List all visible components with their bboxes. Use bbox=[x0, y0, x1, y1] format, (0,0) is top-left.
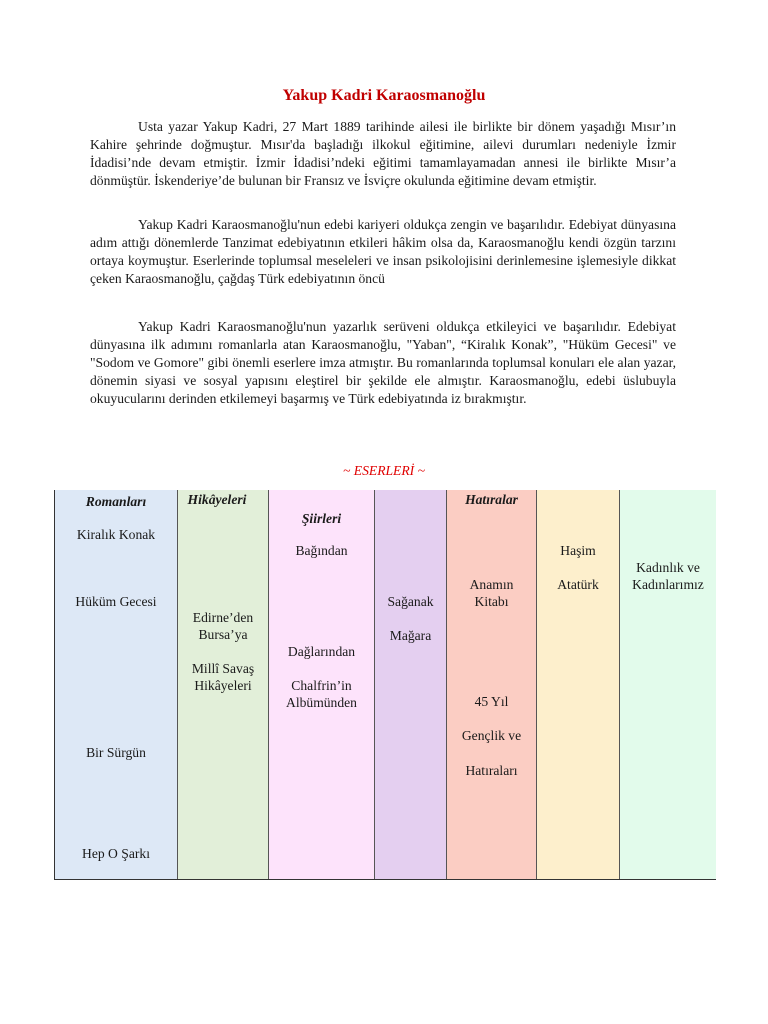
column-7 bbox=[620, 490, 716, 879]
work-item: Hatıraları bbox=[465, 763, 518, 778]
column-6 bbox=[537, 490, 620, 879]
paragraph-career: Yakup Kadri Karaosmanoğlu'nun edebi kariyeri oldukça zengin ve başarılıdır. Edebiyat dünyasına adım attığı dönemlerde Tanzimat edebiyatının etkileri hâkim olsa da, Karaosmanoğlu kendi özgün tarzını ortaya koymuştur. Eserlerinde toplumsal meseleleri ve insan psikolojisini derinlemesine işlemesiyle dikkat çeken Karaosmanoğlu, çağdaş Türk edebiyatının öncü bbox=[90, 217, 676, 286]
column-header-poems: Şiirleri bbox=[301, 511, 342, 526]
column-header-stories: Hikâyeleri bbox=[187, 492, 247, 507]
work-item: Kadınlık ve Kadınlarımız bbox=[632, 560, 704, 592]
work-item: Millî Savaş Hikâyeleri bbox=[191, 661, 255, 693]
work-item: Edirne’den Bursa’ya bbox=[192, 610, 254, 642]
work-item: Hep O Şarkı bbox=[82, 846, 150, 861]
work-item: Mağara bbox=[389, 628, 432, 643]
page-title: Yakup Kadri Karaosmanoğlu bbox=[282, 87, 486, 104]
work-item: Gençlik ve bbox=[461, 728, 522, 743]
column-header-memoirs: Hatıralar bbox=[465, 492, 518, 507]
work-item: Chalfrin’in Albümünden bbox=[286, 678, 357, 710]
work-item: Dağlarından bbox=[287, 644, 356, 659]
works-table bbox=[54, 490, 716, 880]
work-item: Bir Sürgün bbox=[86, 745, 146, 760]
work-item: Sağanak bbox=[387, 594, 434, 609]
column-header-novels: Romanları bbox=[85, 494, 147, 509]
column-poems bbox=[269, 490, 375, 879]
column-memoirs bbox=[447, 490, 537, 879]
column-4 bbox=[375, 490, 447, 879]
works-heading: ~ ESERLERİ ~ bbox=[343, 463, 425, 478]
column-stories bbox=[178, 490, 269, 879]
work-item: Kiralık Konak bbox=[76, 527, 156, 542]
work-item: Atatürk bbox=[557, 577, 599, 592]
work-item: 45 Yıl bbox=[474, 694, 509, 709]
work-item: Bağından bbox=[295, 543, 348, 558]
work-item: Hüküm Gecesi bbox=[75, 594, 157, 609]
work-item: Anamın Kitabı bbox=[469, 577, 514, 609]
paragraph-writing: Yakup Kadri Karaosmanoğlu'nun yazarlık serüveni oldukça etkileyici ve başarılıdır. Edebiyat dünyasına ilk adımını romanlarla atan Karaosmanoğlu, "Yaban", “Kiralık Konak”, "Hüküm Gecesi" ve "Sodom ve Gomore" gibi önemli eserlere imza atmıştır. Bu romanlarında toplumsal konuları ele alan yazar, dönemin siyasi ve sosyal yapısını eleştirel bir şekilde ele almıştır. Karaosmanoğlu, edebi üslubuyla okuyucularını derinden etkilemeyi başarmış ve Türk edebiyatında iz bırakmıştır. bbox=[90, 319, 676, 406]
paragraph-biography: Usta yazar Yakup Kadri, 27 Mart 1889 tarihinde ailesi ile birlikte bir dönem yaşadığı Mısır’ın Kahire şehrinde doğmuştur. Mısır'da başladığı ilkokul eğitimine, ailevi durumları nedeniyle İzmir İdadisi’nde devam etmiştir. İzmir İdadisi’ndeki eğitimi tamamlayamadan annesi ile birlikte Mısır’a dönmüştür. İskenderiye’de bulunan bir Fransız ve İsviçre okulunda eğitimine devam etmiştir. bbox=[90, 119, 676, 188]
column-novels bbox=[55, 490, 178, 879]
work-item: Haşim bbox=[560, 543, 596, 558]
